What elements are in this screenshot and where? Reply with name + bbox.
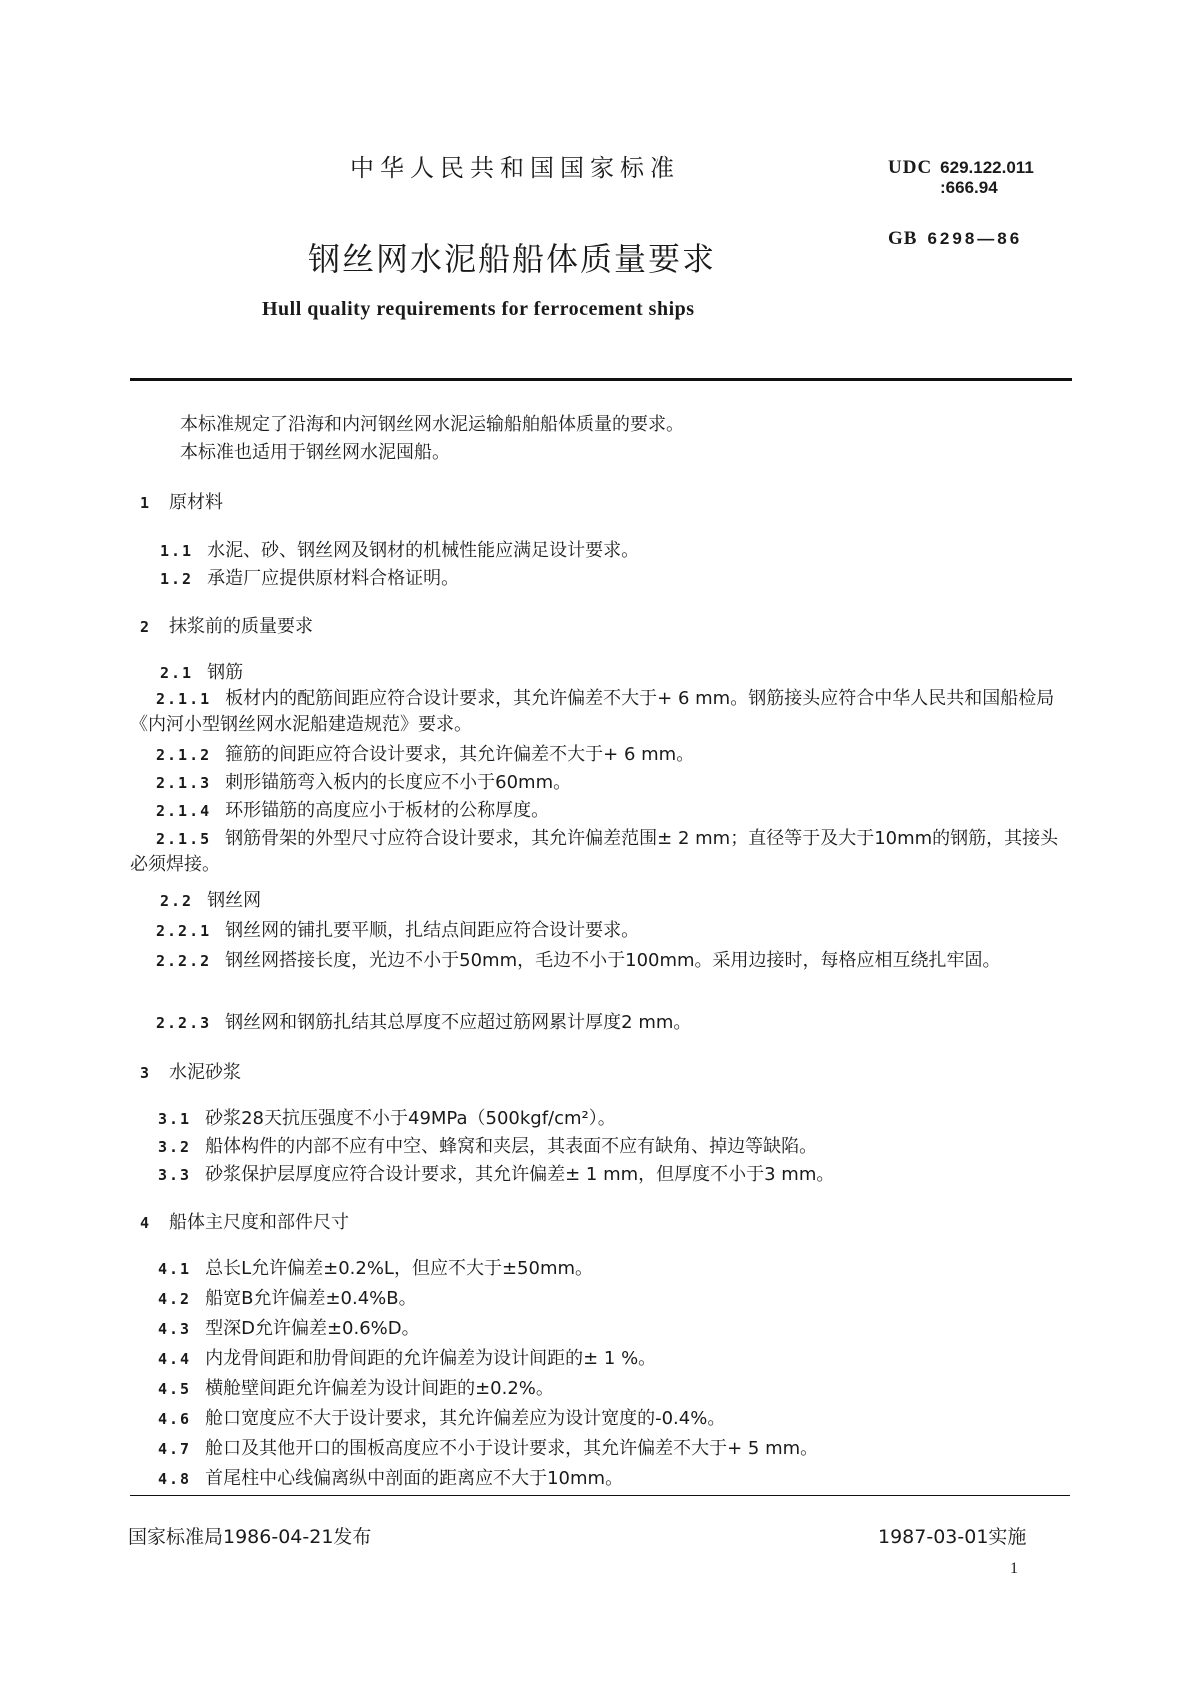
clause-number: 2.1.4 [156, 802, 212, 820]
issue-date: 国家标准局1986-04-21发布 [128, 1526, 372, 1548]
page-number: 1 [1010, 1560, 1018, 1577]
clause [156, 742, 694, 768]
subsection-heading [160, 888, 261, 914]
clause-text: 横舱壁间距允许偏差为设计间距的±0.2%。 [205, 1378, 554, 1399]
clause-number: 4.1 [158, 1260, 192, 1278]
clause-number: 2.1.5 [156, 830, 212, 848]
clause-number: 2.2.3 [156, 1014, 212, 1032]
clause-text: 钢丝网搭接长度，光边不小于50mm，毛边不小于100mm。采用边接时，每格应相互绕扎牢固。 [225, 950, 1001, 971]
subsection-title: 钢丝网 [207, 890, 262, 911]
clause-number: 4.7 [158, 1440, 192, 1458]
subsection-title: 钢筋 [207, 662, 244, 683]
intro-paragraph-2: 本标准也适用于钢丝网水泥囤船。 [180, 442, 450, 463]
subsection-heading [160, 660, 243, 686]
document-title-en: Hull quality requirements for ferrocement ships [262, 298, 695, 320]
clause-text: 内龙骨间距和肋骨间距的允许偏差为设计间距的± 1 %。 [205, 1348, 657, 1369]
intro-paragraph-1: 本标准规定了沿海和内河钢丝网水泥运输船舶船体质量的要求。 [180, 414, 684, 435]
clause-text: 承造厂应提供原材料合格证明。 [207, 568, 460, 589]
clause-number: 3.2 [158, 1138, 192, 1156]
clause-text: 箍筋的间距应符合设计要求，其允许偏差不大于+ 6 mm。 [225, 744, 695, 765]
section-heading [140, 490, 223, 516]
section-heading [140, 1210, 349, 1236]
clause-text: 砂浆保护层厚度应符合设计要求，其允许偏差± 1 mm，但厚度不小于3 mm。 [205, 1164, 835, 1185]
section-title: 原材料 [169, 492, 224, 513]
clause [158, 1376, 554, 1402]
clause [130, 826, 1072, 878]
clause-text: 板材内的配筋间距应符合设计要求，其允许偏差不大于+ 6 mm。钢筋接头应符合中华人民共和国船检局《内河小型钢丝网水泥船建造规范》要求。 [130, 688, 1055, 735]
clause-number: 4.2 [158, 1290, 192, 1308]
header-divider [130, 378, 1072, 381]
udc-line2: :666.94 [940, 178, 998, 197]
clause [160, 566, 459, 592]
gb-label: GB [888, 228, 918, 249]
section-heading [140, 1060, 241, 1086]
clause-text: 钢筋骨架的外型尺寸应符合设计要求，其允许偏差范围± 2 mm；直径等于及大于10mm的钢筋，其接头必须焊接。 [130, 828, 1059, 875]
clause-text: 钢丝网和钢筋扎结其总厚度不应超过筋网累计厚度2 mm。 [225, 1012, 692, 1033]
clause-number: 4.6 [158, 1410, 192, 1428]
clause [158, 1406, 725, 1432]
gb-code: 6298—86 [927, 229, 1023, 248]
clause-text: 首尾柱中心线偏离纵中剖面的距离应不大于10mm。 [205, 1468, 624, 1489]
section-number: 2 [140, 618, 152, 636]
clause-number: 3.3 [158, 1166, 192, 1184]
clause [158, 1162, 834, 1188]
clause [158, 1466, 623, 1492]
clause [156, 918, 639, 944]
clause [158, 1316, 420, 1342]
clause [158, 1106, 616, 1132]
clause-text: 水泥、砂、钢丝网及钢材的机械性能应满足设计要求。 [207, 540, 640, 561]
clause-text: 船宽B允许偏差±0.4%B。 [205, 1288, 417, 1309]
clause-number: 3.1 [158, 1110, 192, 1128]
clause-text: 舱口及其他开口的围板高度应不小于设计要求，其允许偏差不大于+ 5 mm。 [205, 1438, 819, 1459]
clause-number: 2.2.2 [156, 952, 212, 970]
section-heading [140, 614, 313, 640]
clause-number: 2.1 [160, 664, 194, 682]
clause-text: 船体构件的内部不应有中空、蜂窝和夹层，其表面不应有缺角、掉边等缺陷。 [205, 1136, 818, 1157]
clause-text: 总长L允许偏差±0.2%L，但应不大于±50mm。 [205, 1258, 594, 1279]
clause-number: 4.3 [158, 1320, 192, 1338]
clause-text: 环形锚筋的高度应小于板材的公称厚度。 [225, 800, 550, 821]
clause [156, 770, 571, 796]
clause [158, 1134, 817, 1160]
clause [156, 1010, 691, 1036]
clause-text: 刺形锚筋弯入板内的长度应不小于60mm。 [225, 772, 572, 793]
section-title: 抹浆前的质量要求 [169, 616, 314, 637]
clause-number: 2.1.3 [156, 774, 212, 792]
clause-number: 2.1.1 [156, 690, 212, 708]
document-title-cn: 钢丝网水泥船船体质量要求 [308, 240, 717, 278]
clause-number: 4.8 [158, 1470, 192, 1488]
udc-code [888, 158, 1034, 198]
clause [130, 686, 1072, 738]
section-number: 3 [140, 1064, 152, 1082]
gb-number [888, 228, 1022, 250]
section-title: 船体主尺度和部件尺寸 [169, 1212, 350, 1233]
footer-divider [130, 1495, 1070, 1496]
section-title: 水泥砂浆 [169, 1062, 242, 1083]
clause-number: 4.5 [158, 1380, 192, 1398]
clause [160, 538, 639, 564]
clause [158, 1286, 417, 1312]
clause [158, 1436, 818, 1462]
standard-org-title: 中华人民共和国国家标准 [350, 154, 680, 182]
effective-date: 1987-03-01实施 [878, 1526, 1027, 1548]
clause-number: 2.2.1 [156, 922, 212, 940]
udc-label: UDC [888, 157, 933, 178]
clause-number: 4.4 [158, 1350, 192, 1368]
section-number: 4 [140, 1214, 152, 1232]
clause-text: 砂浆28天抗压强度不小于49MPa（500kgf/cm²）。 [205, 1108, 616, 1129]
clause [156, 798, 549, 824]
clause-text: 钢丝网的铺扎要平顺，扎结点间距应符合设计要求。 [225, 920, 640, 941]
clause-text: 型深D允许偏差±0.6%D。 [205, 1318, 420, 1339]
clause [158, 1256, 593, 1282]
udc-line1: 629.122.011 [940, 158, 1034, 177]
clause-number: 1.1 [160, 542, 194, 560]
clause-number: 2.2 [160, 892, 194, 910]
clause [130, 948, 1072, 974]
clause-text: 舱口宽度应不大于设计要求，其允许偏差应为设计宽度的-0.4%。 [205, 1408, 726, 1429]
clause-number: 2.1.2 [156, 746, 212, 764]
clause-number: 1.2 [160, 570, 194, 588]
section-number: 1 [140, 494, 152, 512]
clause [158, 1346, 656, 1372]
